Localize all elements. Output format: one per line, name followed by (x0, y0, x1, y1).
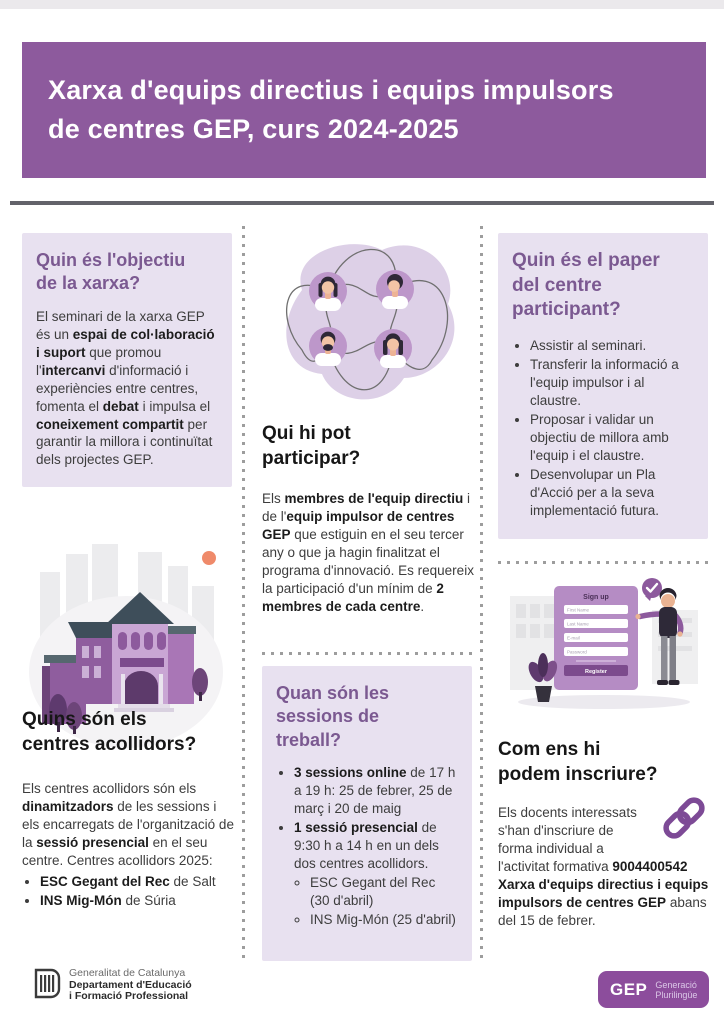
quan-sublist (294, 874, 458, 929)
inscriure-heading (498, 738, 708, 787)
entrance-arch (124, 671, 158, 704)
quan-heading (276, 682, 458, 752)
signup-field-label: E-mail (567, 635, 580, 641)
objectiu-heading (36, 249, 218, 296)
paper-heading-line3: participant? (512, 299, 621, 321)
list-item: • Desenvolupar un Pla d'Acció per a la seva implementació futura. (530, 466, 694, 520)
orange-dot (202, 551, 216, 565)
header-divider (10, 201, 714, 205)
gov-line1: Generalitat de Catalunya (69, 967, 186, 979)
generalitat-text (69, 968, 192, 1003)
list-item: • ESC Gegant del Rec de Salt (40, 873, 235, 891)
list-item: • Transferir la informació a l'equip impulsor i al claustre. (530, 356, 694, 410)
gep-badge-name (655, 980, 697, 1000)
paper-heading-line1: Quin és el paper (512, 250, 660, 271)
participar-heading-line1: Qui hi pot (262, 423, 351, 444)
list-item-text: 1 sessió presencial de 9:30 h a 14 h en un dels dos centres acollidors. (294, 820, 439, 871)
header-banner (22, 42, 706, 178)
inscriure-heading-line2: podem inscriure? (498, 763, 658, 785)
inscriure-paragraph: Els docents interessats s'han d'inscriure de forma individual a l'activitat formativa 9004400542 Xarxa d'equips directius i equips impulsors de centres GEP abans del 15 de febrer. (498, 805, 709, 928)
participar-heading-line2: participar? (262, 447, 361, 469)
chain-link-icon (656, 792, 712, 844)
poster-title-line2: de centres GEP, curs 2024-2025 (48, 114, 459, 144)
list-item: • INS Mig-Món de Súria (40, 892, 235, 910)
paper-heading (512, 249, 694, 323)
right-dotted-divider (498, 561, 708, 564)
participar-text (262, 490, 475, 616)
participar-paragraph: Els membres de l'equip directiu i de l'equip impulsor de centres GEP que estiguin en el seu tercer any o que ja hagin finalitzat el programa d'innovació. Es requereix la participació d'un mínim de 2 membres de cada centre. (262, 491, 474, 614)
quan-heading-line1: Quan són les (276, 683, 390, 703)
quan-list (276, 764, 458, 929)
acollidors-heading-line2: centres acollidors? (22, 733, 197, 755)
page-top-edge (0, 0, 724, 9)
signup-field-label: Last Name (567, 621, 589, 627)
signup-field-label: Password (567, 649, 587, 655)
check-badge-icon (642, 578, 662, 601)
signup-field-label: First Name (567, 607, 590, 613)
inscriure-heading-line1: Com ens hi (498, 739, 601, 760)
signup-form-illustration (502, 574, 706, 712)
middle-dotted-divider (262, 652, 472, 655)
paper-list (512, 337, 694, 520)
list-item: • 3 sessions online de 17 h a 19 h: 25 de febrer, 25 de març i 20 de maig (294, 764, 458, 818)
acollidors-heading-line1: Quins són els (22, 709, 147, 730)
gep-badge-name-line1: Generació (655, 979, 697, 990)
gov-line2: Departament d'Educació (69, 978, 192, 991)
senyera-logo-icon (34, 968, 61, 1004)
purple-blob (286, 244, 454, 399)
gep-badge-acronym: GEP (610, 979, 648, 999)
acollidors-list (22, 873, 235, 910)
section-objectiu (22, 233, 232, 487)
section-quan (262, 666, 472, 961)
list-item: ◦ INS Mig-Món (25 d'abril) (310, 911, 458, 929)
inscriure-text (498, 804, 712, 930)
poster-title-line1: Xarxa d'equips directius i equips impulsors (48, 74, 614, 105)
gep-badge-name-line2: Plurilingüe (655, 989, 698, 1000)
list-item (294, 819, 458, 929)
quan-heading-line3: treball? (276, 729, 342, 750)
gep-badge (598, 971, 709, 1008)
list-item: ◦ ESC Gegant del Rec (30 d'abril) (310, 874, 458, 910)
objectiu-paragraph: El seminari de la xarxa GEP és un espai de col·laboració i suport que promou l'intercanvi d'informació i experiències entre centres, fomenta el debat i impulsa el coneixement compartit per garantir la millora i continuïtat dels projectes GEP. (36, 308, 215, 468)
school-sign (120, 658, 164, 667)
gov-line3: i Formació Professional (69, 990, 189, 1002)
generalitat-logo-block (34, 968, 192, 1004)
signup-title: Sign up (583, 594, 609, 601)
signup-button-label: Register (584, 668, 608, 675)
list-item: • Assistir al seminari. (530, 337, 694, 355)
people-network-illustration (262, 228, 472, 420)
paper-heading-line2: del centre (512, 274, 602, 296)
section-paper (498, 233, 708, 539)
objectiu-heading-line1: Quin és l'objectiu (36, 250, 186, 270)
acollidors-text (22, 780, 235, 911)
objectiu-heading-line2: de la xarxa? (36, 273, 141, 294)
column-divider-left (242, 226, 245, 958)
column-divider-right (480, 226, 483, 958)
participar-heading (262, 422, 472, 471)
quan-heading-line2: sessions de (276, 706, 380, 727)
acollidors-paragraph: Els centres acollidors són els dinamitzadors de les sessions i els encarregats de l'organització de la sessió presencial en el seu centre. Centres acollidors 2025: (22, 781, 234, 868)
acollidors-heading (22, 708, 232, 757)
list-item: • Proposar i validar un objectiu de millora amb l'equip i el claustre. (530, 411, 694, 465)
